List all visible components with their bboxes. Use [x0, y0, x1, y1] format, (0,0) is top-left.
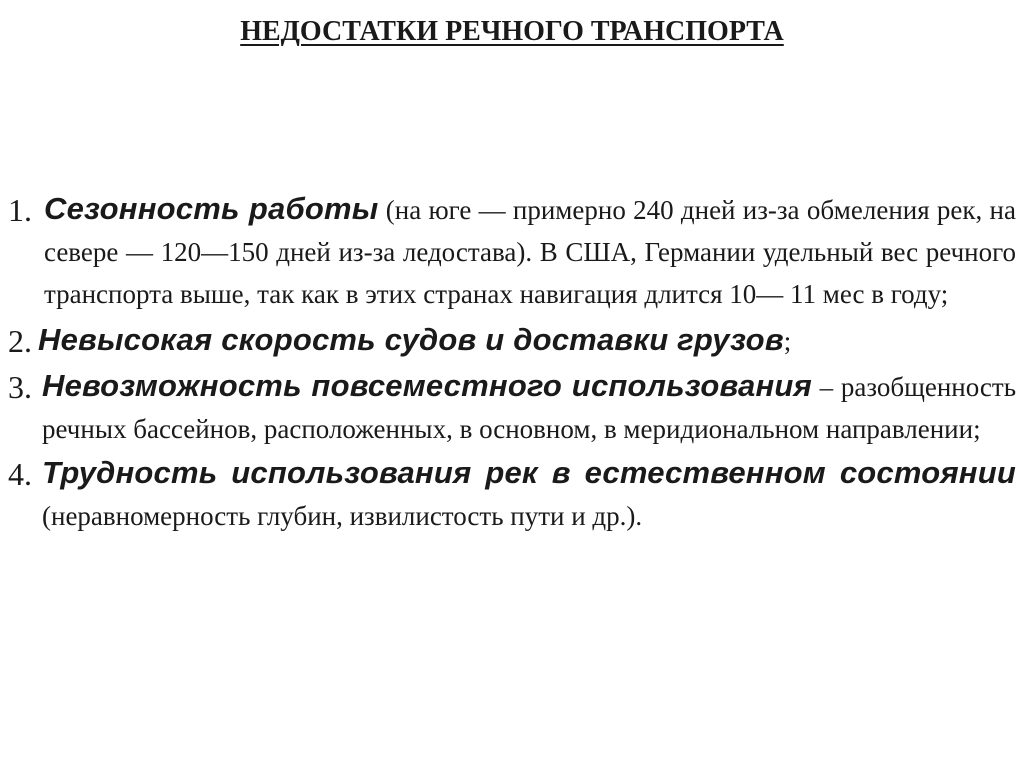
- list-item-number: 2.: [8, 323, 32, 359]
- list-item-body: [42, 365, 1016, 450]
- list-item: [8, 452, 1016, 537]
- list-item-number: 1.: [8, 192, 32, 228]
- list-item-body: [42, 452, 1016, 537]
- list-item-term: Невысокая скорость судов и доставки грузов: [38, 322, 784, 357]
- list-item-number: 3.: [8, 369, 32, 405]
- list-item: [8, 319, 1016, 363]
- list-item-body: [38, 319, 1016, 362]
- slide-title-text: НЕДОСТАТКИ РЕЧНОГО ТРАНСПОРТА: [240, 16, 784, 47]
- list-item-term: Трудность использования рек в естественном состоянии: [42, 455, 1016, 490]
- list-item-number: 4.: [8, 456, 32, 492]
- list-item-text: – разобщенность речных бассейнов, расположенных, в основном, в меридиональном направлении;: [42, 372, 1017, 444]
- list-item-term: Сезонность работы: [44, 191, 379, 226]
- list-item-body: [44, 188, 1016, 315]
- list-item-text: (на юге — примерно 240 дней из-за обмеления рек, на севере — 120—150 дней из-за ледостава). В США, Германии удельный вес речного транспорта выше, так как в этих странах навигация длится 10— 11 мес в году;: [44, 195, 1016, 309]
- list-item-term: Невозможность повсеместного использования: [42, 368, 812, 403]
- list-item: [8, 365, 1016, 450]
- list-item-text: ;: [783, 326, 792, 356]
- list-item-text: (неравномерность глубин, извилистость пути и др.).: [42, 501, 643, 531]
- list-item: [8, 188, 1016, 315]
- slide-title: [0, 14, 1024, 50]
- disadvantages-list: [8, 188, 1016, 537]
